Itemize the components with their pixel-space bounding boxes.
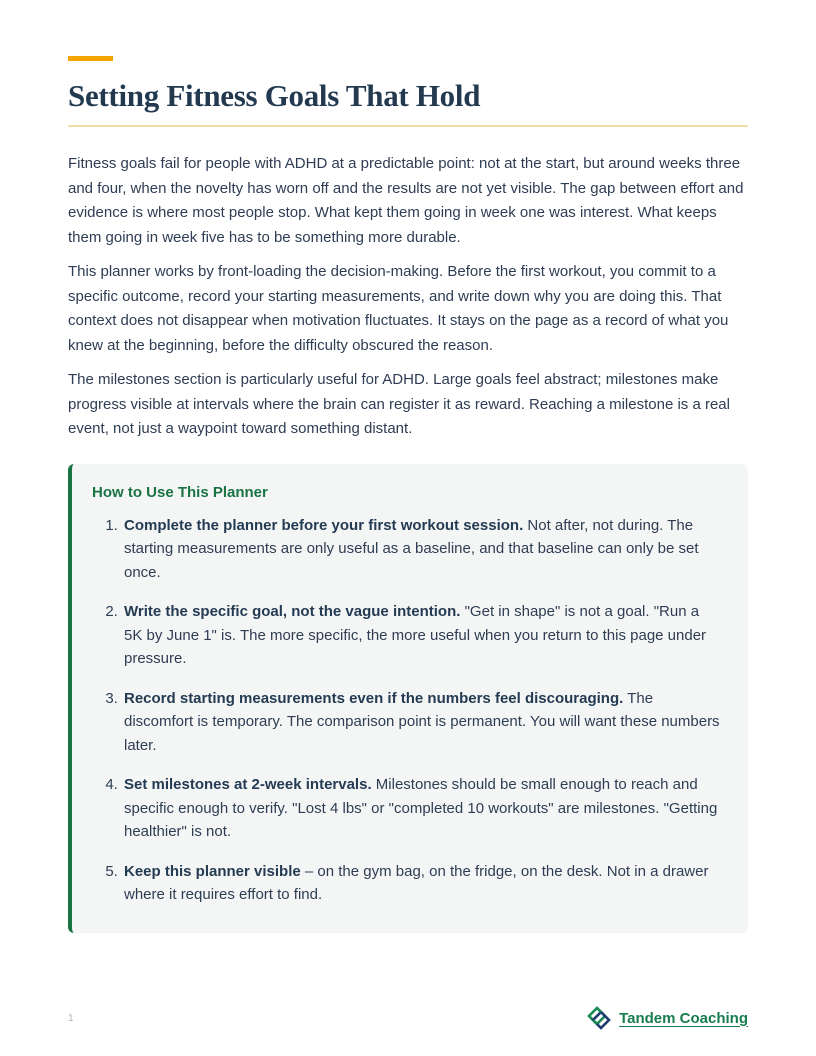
page-footer bbox=[68, 1006, 748, 1030]
list-item-lead: Record starting measurements even if the numbers feel discouraging. bbox=[124, 689, 624, 707]
intro-paragraph-3: The milestones section is particularly useful for ADHD. Large goals feel abstract; milestones make progress visible at intervals where the brain can register it as reward. Reaching a milestone is a real event, not just a waypoint toward something distant. bbox=[68, 371, 730, 437]
list-item bbox=[122, 687, 720, 758]
list-item bbox=[122, 600, 720, 671]
list-item bbox=[122, 860, 720, 907]
list-item-lead: Keep this planner visible bbox=[124, 862, 301, 880]
brand-link[interactable] bbox=[587, 1006, 748, 1030]
list-item-body: The discomfort is temporary. The comparison point is permanent. You will want these numbers later. bbox=[124, 689, 720, 754]
brand-name: Tandem Coaching bbox=[619, 1009, 748, 1027]
list-item-body: – on the gym bag, on the fridge, on the desk. Not in a drawer where it requires effort to find. bbox=[124, 862, 709, 903]
list-item-body: Milestones should be small enough to reach and specific enough to verify. "Lost 4 lbs" or "completed 10 workouts" are milestones. "Getting healthier" is not. bbox=[124, 776, 718, 840]
how-to-list bbox=[92, 514, 720, 907]
list-item-body: "Get in shape" is not a goal. "Run a 5K by June 1" is. The more specific, the more useful when you return to this page under pressure. bbox=[124, 603, 707, 667]
how-to-use-callout-box bbox=[68, 464, 748, 933]
list-item-lead: Write the specific goal, not the vague intention. bbox=[124, 603, 461, 620]
accent-bar bbox=[68, 56, 113, 61]
callout-heading: How to Use This Planner bbox=[92, 483, 268, 501]
page-number: 1 bbox=[68, 1012, 74, 1024]
list-item bbox=[122, 514, 720, 585]
list-item-lead: Set milestones at 2-week intervals. bbox=[124, 776, 372, 793]
intro-paragraph-1: Fitness goals fail for people with ADHD at a predictable point: not at the start, but around weeks three and four, when the novelty has worn off and the results are not yet visible. The gap between effort and evidence is where most people stop. What kept them going in week one was interest. What keeps them going in week five has to be something more durable. bbox=[68, 155, 744, 246]
list-item bbox=[122, 773, 720, 844]
page-title: Setting Fitness Goals That Hold bbox=[68, 78, 748, 127]
list-item-body: Not after, not during. The starting measurements are only useful as a baseline, and that baseline can only be set once. bbox=[124, 516, 699, 581]
intro-paragraph-2: This planner works by front-loading the decision-making. Before the first workout, you commit to a specific outcome, record your starting measurements, and write down why you are doing this. That context does not disappear when motivation fluctuates. It stays on the page as a record of what you knew at the beginning, before the difficulty obscured the reason. bbox=[68, 263, 729, 354]
list-item-lead: Complete the planner before your first workout session. bbox=[124, 516, 524, 534]
tandem-coaching-logo-icon bbox=[587, 1006, 611, 1030]
